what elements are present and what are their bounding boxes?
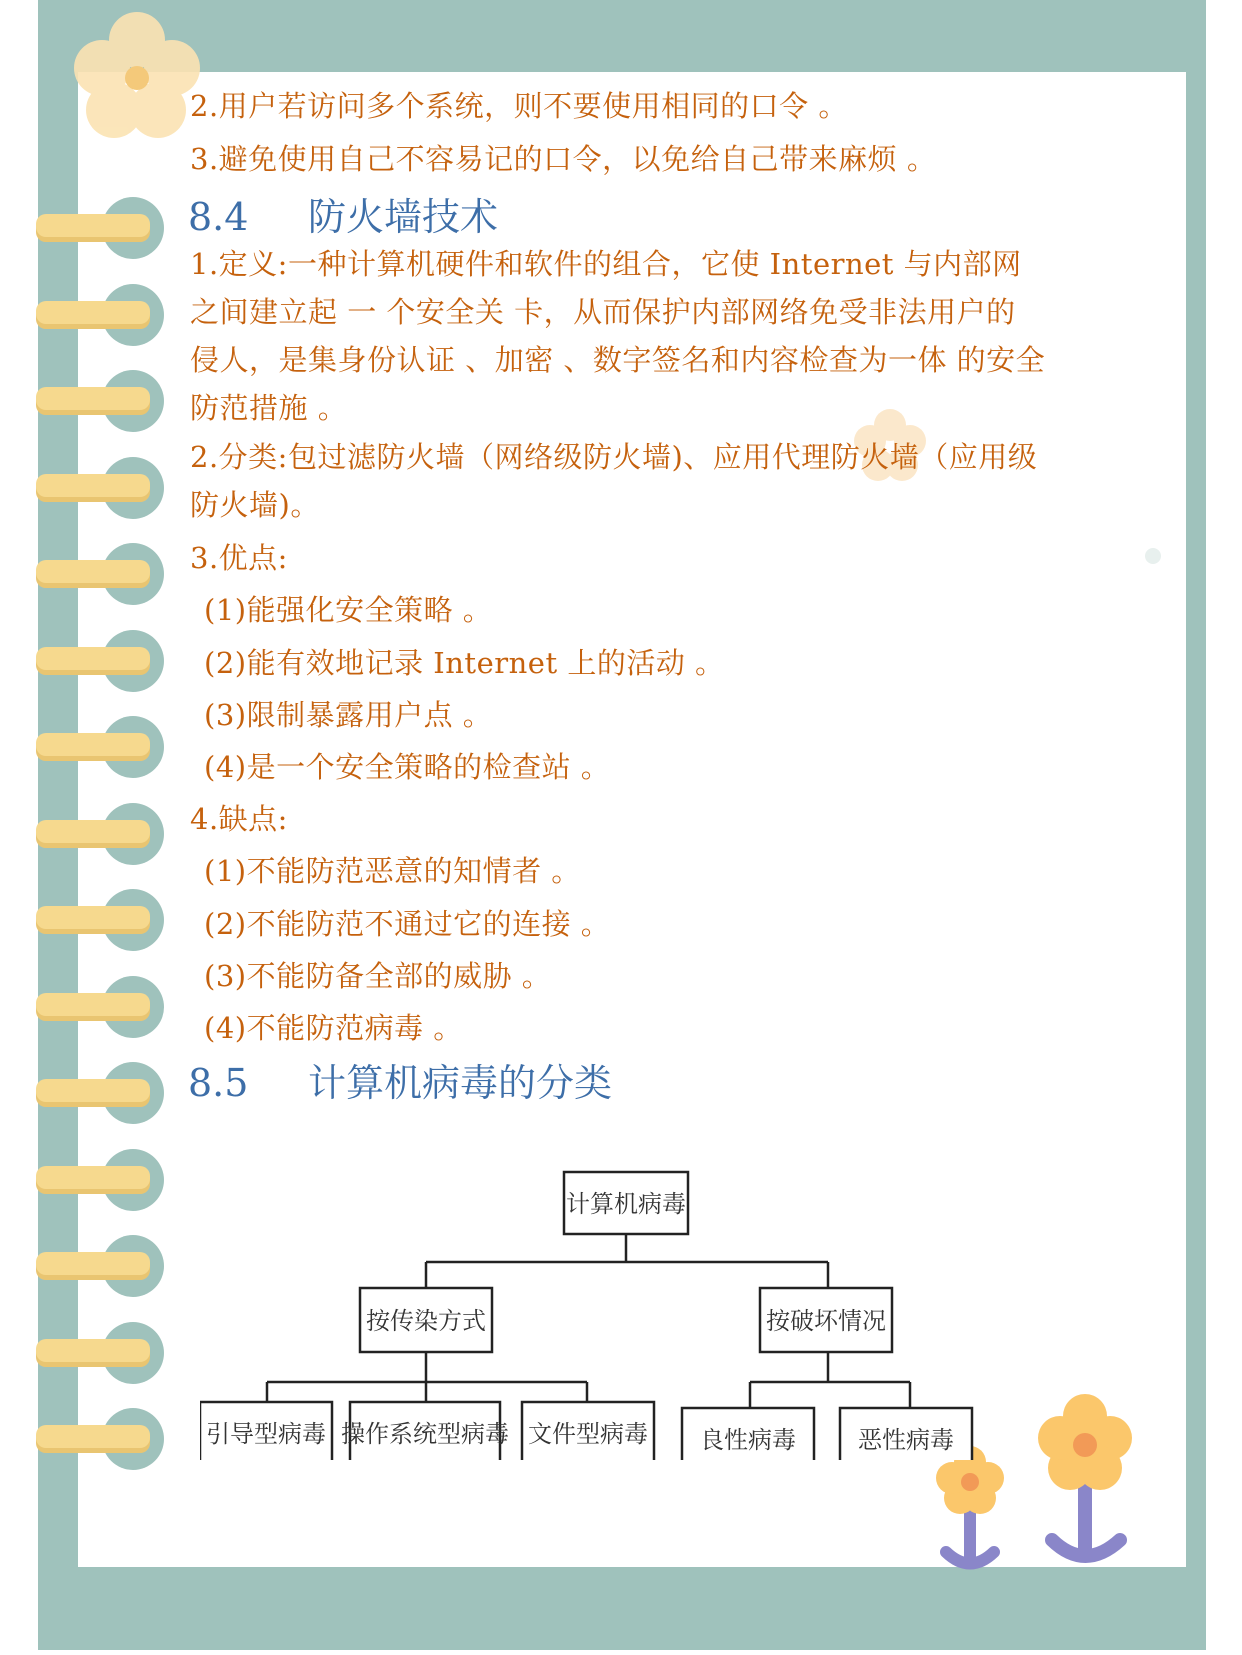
notebook-ring-icon: [36, 993, 150, 1021]
notebook-ring-icon: [36, 1252, 150, 1280]
list-item: (4)不能防范病毒 。: [204, 1011, 463, 1045]
notebook-ring-icon: [36, 474, 150, 502]
flower-icon: [72, 10, 202, 140]
list-item: (1)不能防范恶意的知情者 。: [204, 854, 581, 888]
node-label: 计算机病毒: [566, 1190, 686, 1218]
node-label: 按破坏情况: [766, 1307, 886, 1335]
definition-line: 侵人，是集身份认证 、加密 、数字签名和内容检查为一体 的安全: [190, 343, 1046, 377]
notebook-ring-icon: [36, 301, 150, 329]
node-root: [564, 1172, 688, 1234]
dot-decoration: [1145, 548, 1161, 564]
node-right-branch: [760, 1288, 892, 1352]
tip-line-3: 3.避免使用自己不容易记的口令，以免给自己带来麻烦 。: [190, 142, 937, 176]
node-label: 良性病毒: [700, 1426, 796, 1454]
notebook-ring-icon: [36, 906, 150, 934]
node-leaf: [682, 1408, 814, 1460]
definition-line: 1.定义:一种计算机硬件和软件的组合，它使 Internet 与内部网: [190, 247, 1022, 281]
notebook-ring-icon: [36, 1079, 150, 1107]
notebook-ring-icon: [36, 1425, 150, 1453]
list-item: (3)不能防备全部的威胁 。: [204, 959, 552, 993]
notebook-ring-icon: [36, 1339, 150, 1367]
section-number: 8.5: [188, 1061, 249, 1105]
flower-icon: [930, 1440, 1010, 1590]
node-label: 文件型病毒: [528, 1420, 648, 1448]
list-item: (3)限制暴露用户点 。: [204, 698, 493, 732]
node-leaf: [200, 1402, 332, 1460]
section-heading-8-5: [188, 1052, 612, 1107]
node-label: 引导型病毒: [206, 1420, 326, 1448]
list-item: (1)能强化安全策略 。: [204, 593, 493, 627]
disadvantages-heading: 4.缺点:: [190, 802, 288, 836]
definition-line: 防范措施 。: [190, 391, 348, 425]
node-leaf: [522, 1402, 654, 1460]
notebook-ring-icon: [36, 214, 150, 242]
notebook-ring-icon: [36, 733, 150, 761]
node-label: 按传染方式: [366, 1307, 486, 1335]
definition-line: 之间建立起 一 个安全关 卡，从而保护内部网络免受非法用户的: [190, 295, 1016, 329]
section-title: 防火墙技术: [308, 195, 499, 239]
notebook-ring-icon: [36, 647, 150, 675]
notebook-ring-icon: [36, 820, 150, 848]
notebook-ring-icon: [36, 560, 150, 588]
node-label: 恶性病毒: [858, 1426, 954, 1454]
node-leaf: [341, 1402, 509, 1460]
virus-classification-diagram: [200, 1170, 1030, 1460]
advantages-heading: 3.优点:: [190, 541, 288, 575]
section-heading-8-4: [188, 186, 498, 241]
list-item: (2)不能防范不通过它的连接 。: [204, 907, 611, 941]
section-title: 计算机病毒的分类: [308, 1061, 613, 1105]
list-item: (4)是一个安全策略的检查站 。: [204, 750, 611, 784]
flower-icon: [1030, 1390, 1140, 1590]
node-leaf: [840, 1408, 972, 1460]
notebook-ring-icon: [36, 387, 150, 415]
classification-line: 防火墙)。: [190, 488, 320, 522]
list-item: (2)能有效地记录 Internet 上的活动 。: [204, 646, 725, 680]
tip-line-2: 2.用户若访问多个系统，则不要使用相同的口令 。: [190, 89, 848, 123]
notebook-ring-icon: [36, 1166, 150, 1194]
section-number: 8.4: [188, 195, 249, 239]
classification-line: 2.分类:包过滤防火墙（网络级防火墙)、应用代理防火墙（应用级: [190, 440, 1038, 474]
node-label: 操作系统型病毒: [341, 1420, 509, 1448]
node-left-branch: [360, 1288, 492, 1352]
